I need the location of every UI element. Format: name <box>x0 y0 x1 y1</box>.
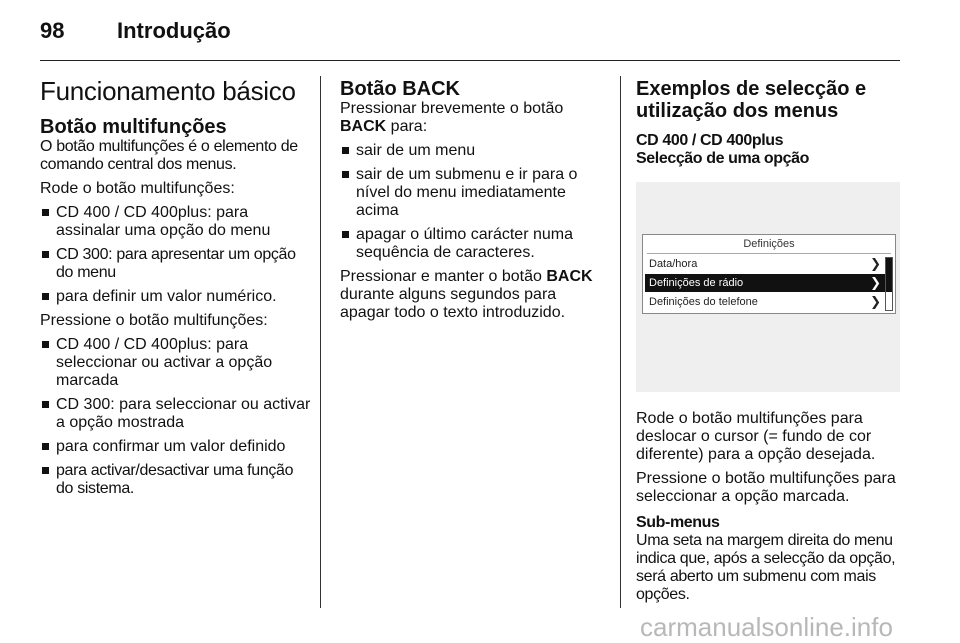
column-divider <box>320 76 321 608</box>
scrollbar <box>885 257 893 311</box>
chevron-right-icon: ❯ <box>870 294 881 309</box>
back-lead <box>340 100 602 136</box>
list-item: sair de um submenu e ir para o nível do menu imediatamente acima <box>340 166 602 220</box>
screen-title: Definições <box>647 235 891 254</box>
section-heading-multifunction: Botão multifunções <box>40 116 227 138</box>
list-item: CD 300: para seleccionar ou activar a opção mostrada <box>40 396 312 432</box>
back-keyword: BACK <box>340 118 387 135</box>
rotate-list <box>40 204 312 306</box>
hold-paragraph <box>340 268 602 322</box>
menu-row-radio-settings <box>645 274 885 292</box>
column-divider <box>620 76 621 608</box>
sub-heading-submenus: Sub-menus <box>636 514 720 531</box>
chapter-title: Introdução <box>117 18 231 43</box>
list-item: para activar/desactivar uma função do sistema. <box>40 462 312 498</box>
rotate-lead: Rode o botão multifunções: <box>40 180 235 197</box>
scrollbar-thumb <box>886 258 892 292</box>
header-rule <box>40 60 900 61</box>
column-basic-operation <box>40 76 312 504</box>
rotate-paragraph: Rode o botão multifunções para deslocar o cursor (= fundo de cor diferente) para a opção desejada. <box>636 410 876 463</box>
section-heading-examples: Exemplos de selecção e utilização dos menus <box>636 78 867 122</box>
press-paragraph: Pressione o botão multifunções para seleccionar a opção marcada. <box>636 470 896 505</box>
list-item: CD 400 / CD 400plus: para assinalar uma opção do menu <box>40 204 312 240</box>
intro-paragraph: O botão multifunções é o elemento de comando central dos menus. <box>40 138 298 173</box>
page-header <box>40 18 912 48</box>
list-item: sair de um menu <box>340 142 602 160</box>
list-item: para definir um valor numérico. <box>40 288 312 306</box>
back-lead-text: Pressionar brevemente o botão <box>340 100 564 117</box>
list-item: para confirmar um valor definido <box>40 438 312 456</box>
menu-row-label: Definições do telefone <box>649 296 758 308</box>
menu-row-phone-settings <box>645 293 885 311</box>
menu-screen-figure <box>636 182 900 392</box>
submenu-paragraph: Uma seta na margem direita do menu indica que, após a selecção da opção, será aberto um submenu com mais opções. <box>636 532 896 603</box>
column-back-button <box>340 78 602 328</box>
chevron-right-icon: ❯ <box>870 275 881 290</box>
sub-heading-select: Selecção de uma opção <box>636 150 810 167</box>
press-list <box>40 336 312 498</box>
menu-row-date-time <box>645 255 885 273</box>
back-lead-after: para: <box>386 118 428 135</box>
column-menu-examples <box>636 78 904 610</box>
list-item: CD 300: para apresentar um opção do menu <box>40 246 312 282</box>
page-number: 98 <box>40 18 65 43</box>
model-heading: CD 400 / CD 400plus <box>636 132 784 149</box>
chevron-right-icon: ❯ <box>870 256 881 271</box>
watermark: carmanualsonline.info <box>640 612 893 642</box>
list-item: CD 400 / CD 400plus: para seleccionar ou activar a opção marcada <box>40 336 312 390</box>
list-item: apagar o último carácter numa sequência de caracteres. <box>340 226 602 262</box>
page-title: Funcionamento básico <box>40 76 296 106</box>
menu-row-label: Definições de rádio <box>649 277 744 289</box>
display-screen <box>642 234 896 314</box>
hold-text: Pressionar e manter o botão <box>340 268 547 285</box>
back-list <box>340 142 602 262</box>
hold-text-after: durante alguns segundos para apagar todo o texto introduzido. <box>340 286 566 321</box>
press-lead: Pressione o botão multifunções: <box>40 312 268 329</box>
section-heading-back: Botão BACK <box>340 78 460 100</box>
back-keyword: BACK <box>546 268 593 285</box>
menu-row-label: Data/hora <box>649 258 698 270</box>
